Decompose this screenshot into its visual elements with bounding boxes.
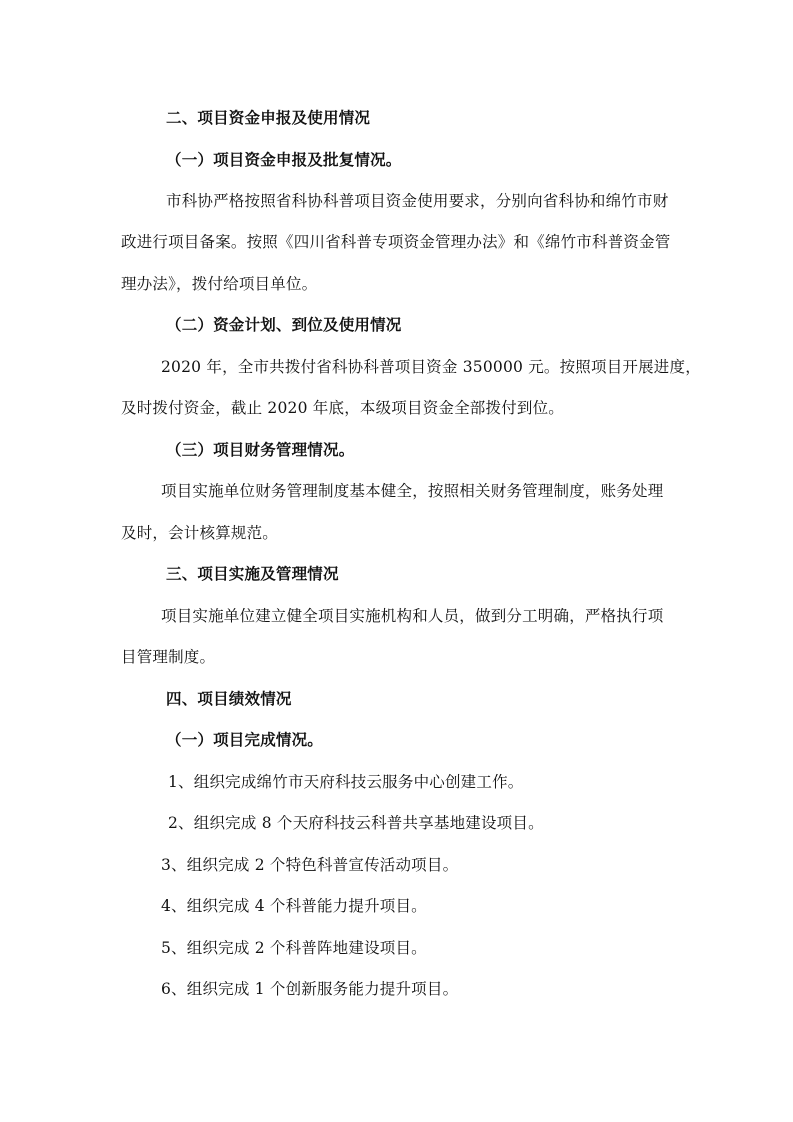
- paragraph-line: 项目实施单位建立健全项目实施机构和人员，做到分工明确，严格执行项: [161, 607, 664, 625]
- paragraph-line: 政进行项目备案。按照《四川省科普专项资金管理办法》和《绵竹市科普资金管: [121, 233, 671, 251]
- paragraph-line: 项目实施单位财务管理制度基本健全，按照相关财务管理制度，账务处理: [161, 482, 664, 500]
- list-item: 3、组织完成 2 个特色科普宣传活动项目。: [161, 856, 459, 874]
- paragraph-line: 理办法》，拨付给项目单位。: [121, 275, 318, 293]
- list-item: 4、组织完成 4 个科普能力提升项目。: [161, 897, 427, 915]
- list-item: 6、组织完成 1 个创新服务能力提升项目。: [161, 980, 459, 998]
- paragraph-line: 及时，会计核算规范。: [121, 524, 279, 542]
- section-heading: 四、项目绩效情况: [166, 690, 292, 708]
- list-item: 5、组织完成 2 个科普阵地建设项目。: [161, 939, 427, 957]
- paragraph-line: 及时拨付资金，截止 2020 年底，本级项目资金全部拨付到位。: [121, 399, 565, 417]
- paragraph-line: 目管理制度。: [121, 648, 216, 666]
- list-item: 2、组织完成 8 个天府科技云科普共享基地建设项目。: [168, 814, 544, 832]
- section-heading: 三、项目实施及管理情况: [166, 565, 339, 583]
- section-heading: 二、项目资金申报及使用情况: [166, 109, 371, 127]
- subsection-heading: （一）项目资金申报及批复情况。: [166, 151, 402, 169]
- list-item: 1、组织完成绵竹市天府科技云服务中心创建工作。: [168, 773, 524, 791]
- subsection-heading: （二）资金计划、到位及使用情况: [166, 316, 402, 334]
- subsection-heading: （三）项目财务管理情况。: [166, 441, 355, 459]
- subsection-heading: （一）项目完成情况。: [166, 731, 324, 749]
- paragraph-line: 市科协严格按照省科协科普项目资金使用要求，分别向省科协和绵竹市财: [166, 192, 669, 210]
- paragraph-line: 2020 年，全市共拨付省科协科普项目资金 350000 元。按照项目开展进度，: [161, 358, 701, 376]
